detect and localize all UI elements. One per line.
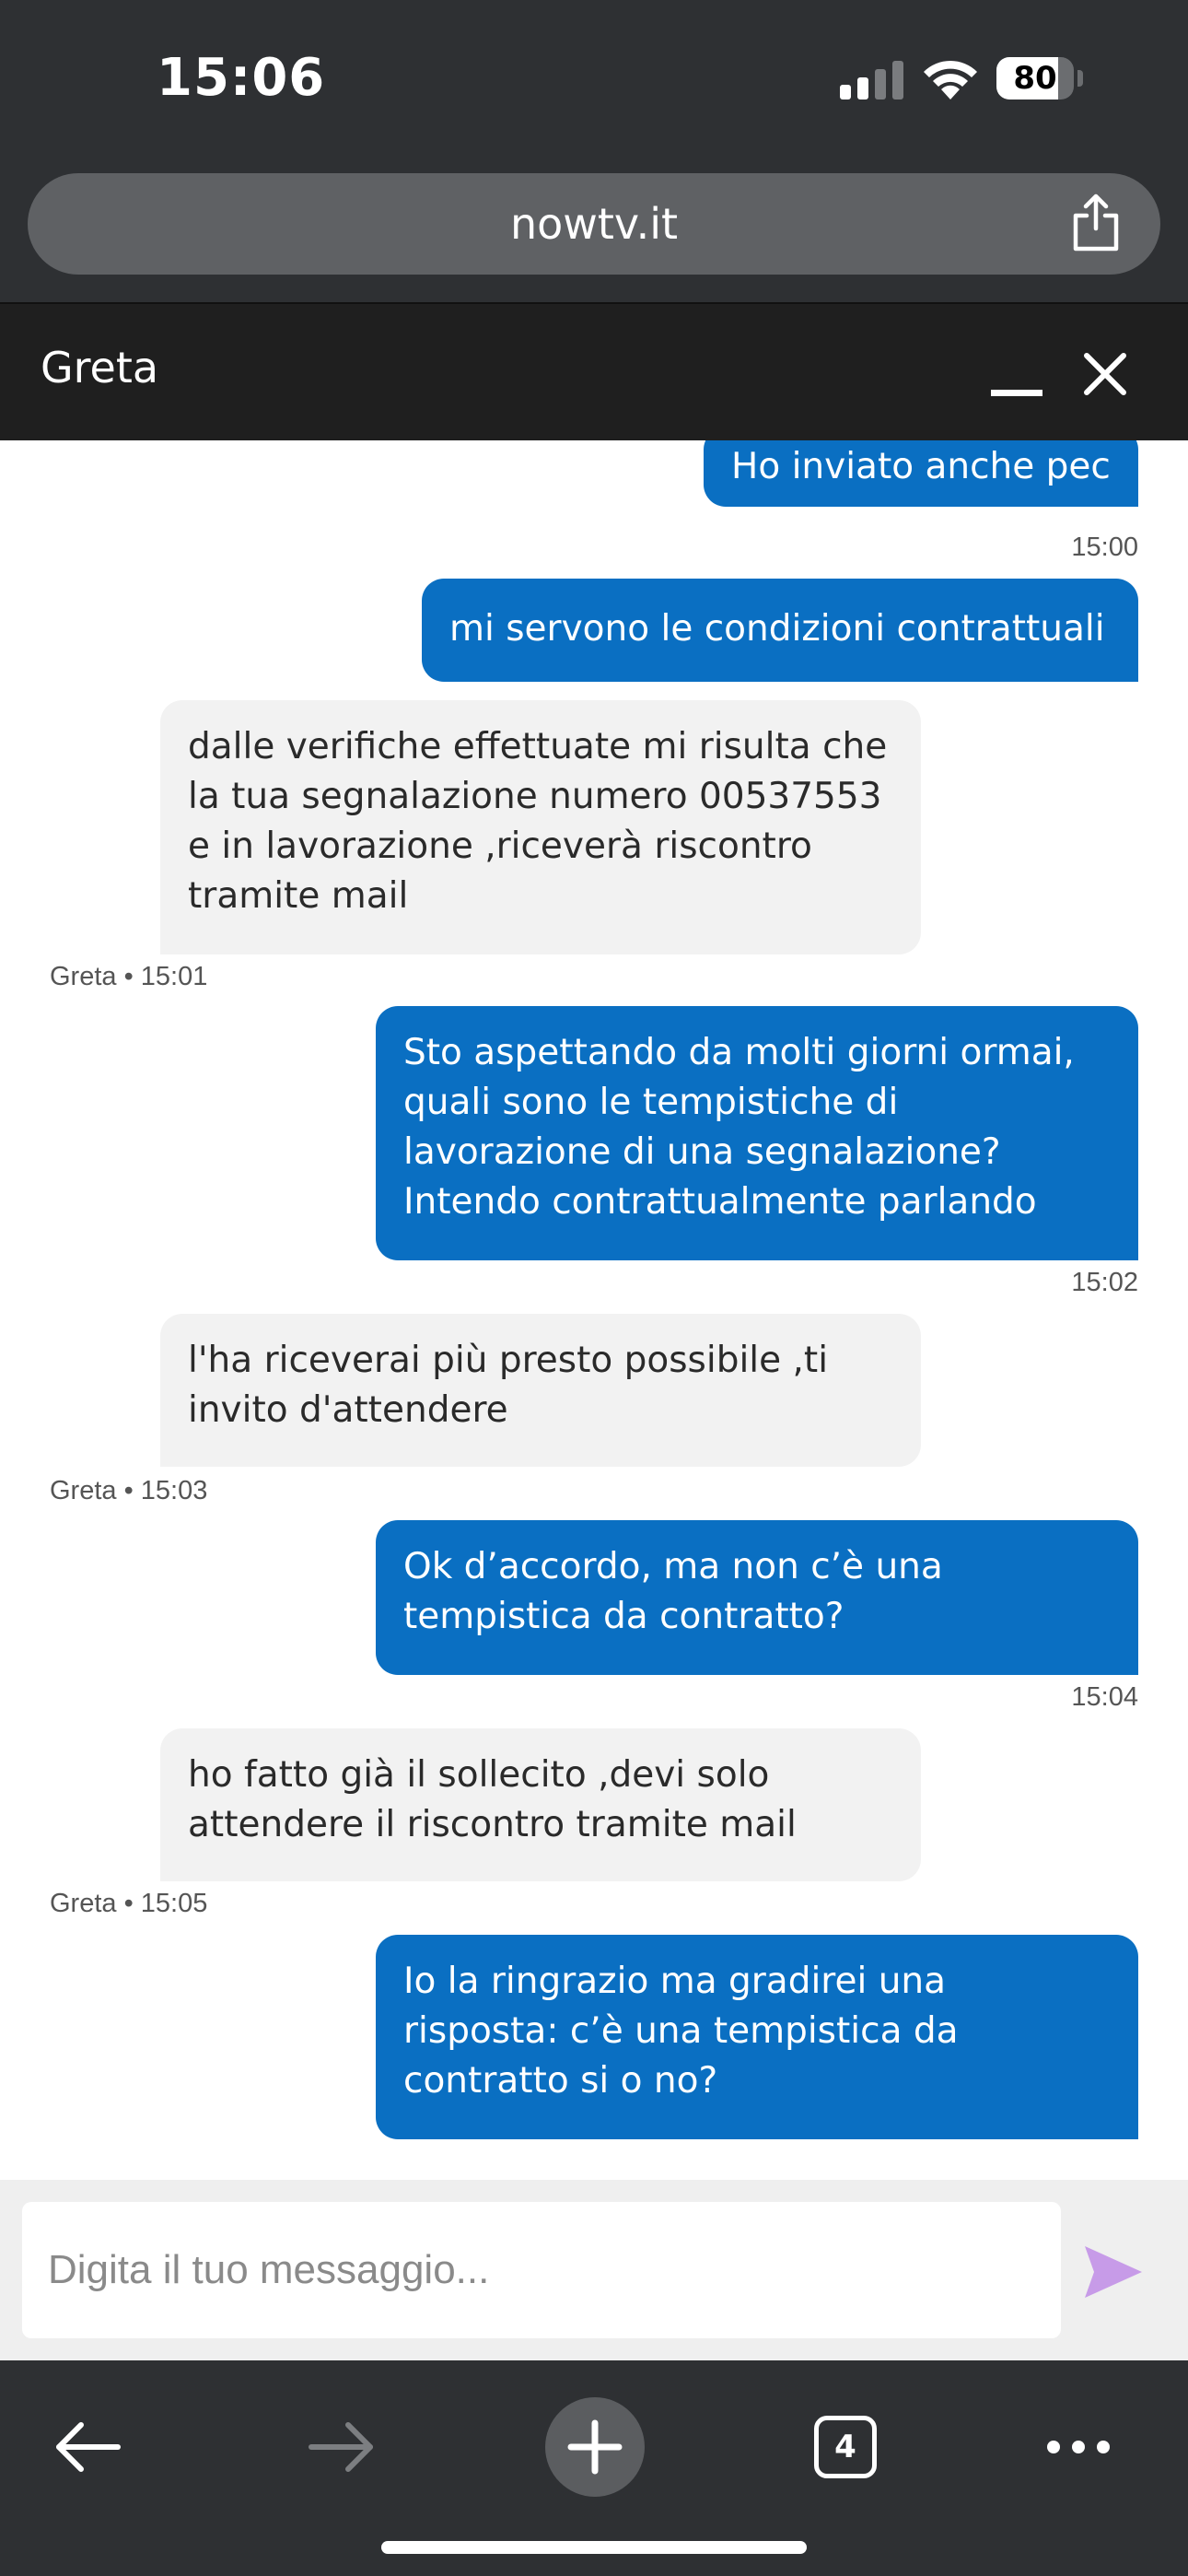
- cellular-signal-icon: [840, 61, 904, 100]
- agent-message-meta: Greta • 15:05: [50, 1889, 208, 1918]
- url-text: nowtv.it: [509, 199, 679, 249]
- home-indicator[interactable]: [381, 2541, 807, 2554]
- ellipsis-icon[interactable]: [1044, 2436, 1112, 2458]
- minimize-icon[interactable]: [987, 348, 1046, 404]
- user-message: Ok d’accordo, ma non c’è una tempistica da contratto?: [376, 1520, 1138, 1675]
- message-time: 15:00: [1071, 533, 1138, 562]
- wifi-icon: [921, 55, 980, 101]
- send-icon[interactable]: [1083, 2244, 1144, 2300]
- close-icon[interactable]: [1081, 350, 1129, 398]
- address-bar[interactable]: [28, 173, 1160, 275]
- agent-message: dalle verifiche effettuate mi risulta che la tua segnalazione numero 00537553 e in lavorazione ,riceverà riscontro tramite mail: [160, 700, 921, 954]
- battery-indicator: [996, 57, 1074, 100]
- share-icon[interactable]: [1068, 193, 1124, 252]
- message-time: 15:02: [1071, 1268, 1138, 1297]
- browser-top-bar: [0, 0, 1188, 302]
- agent-message-meta: Greta • 15:03: [50, 1476, 208, 1505]
- user-message: mi servono le condizioni contrattuali: [422, 579, 1138, 682]
- new-tab-button[interactable]: [545, 2397, 645, 2497]
- tabs-button[interactable]: 4: [814, 2416, 877, 2478]
- user-message: Io la ringrazio ma gradirei una risposta: c’è una tempistica da contratto si o no?: [376, 1935, 1138, 2139]
- agent-message-meta: Greta • 15:01: [50, 962, 208, 991]
- arrow-right-icon[interactable]: [308, 2419, 376, 2475]
- chat-agent-name: Greta: [41, 343, 159, 392]
- user-message: Ho inviato anche pec: [704, 440, 1138, 507]
- message-time: 15:04: [1071, 1682, 1138, 1712]
- chat-header: [0, 302, 1188, 442]
- message-composer: [0, 2180, 1188, 2360]
- battery-cap: [1077, 70, 1083, 87]
- agent-message: l'ha riceverai più presto possibile ,ti invito d'attendere: [160, 1314, 921, 1467]
- agent-message: ho fatto già il sollecito ,devi solo attendere il riscontro tramite mail: [160, 1728, 921, 1881]
- user-message: Sto aspettando da molti giorni ormai, quali sono le tempistiche di lavorazione di una segnalazione? Intendo contrattualmente parlando: [376, 1006, 1138, 1260]
- message-input[interactable]: [22, 2202, 1061, 2338]
- chat-messages[interactable]: [0, 440, 1188, 2180]
- browser-bottom-bar: [0, 2360, 1188, 2576]
- arrow-left-icon[interactable]: [53, 2419, 122, 2475]
- status-time: 15:06: [157, 48, 326, 108]
- battery-level: 80: [1013, 60, 1057, 97]
- plus-icon: [545, 2397, 645, 2497]
